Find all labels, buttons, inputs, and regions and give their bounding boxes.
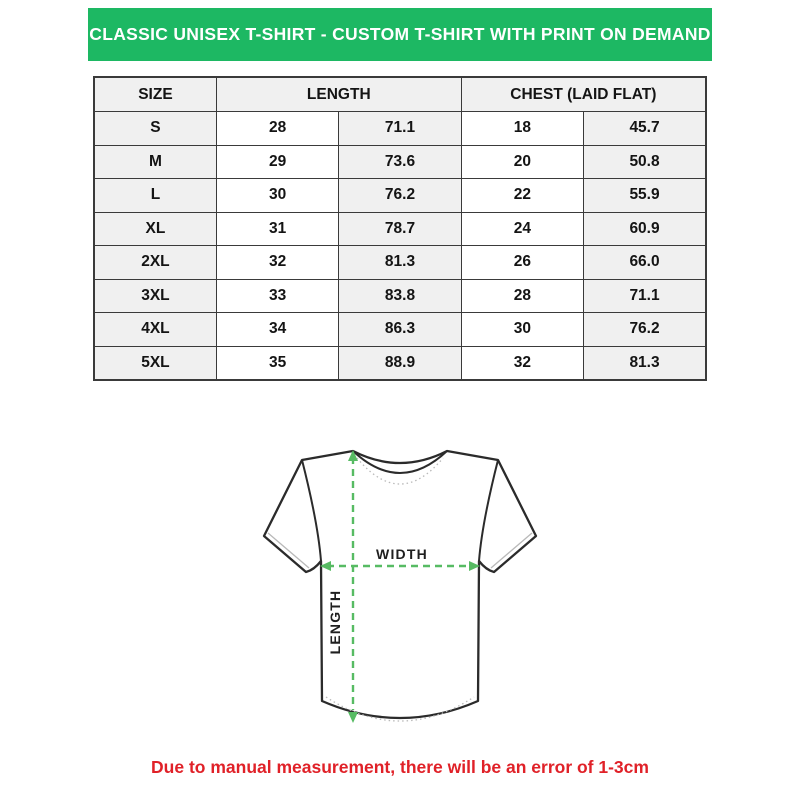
length-cm-cell: 71.1 [339,112,461,146]
length-in-cell: 32 [216,246,338,280]
length-in-cell: 29 [216,145,338,179]
length-in-cell: 33 [216,279,338,313]
size-cell: 3XL [94,279,216,313]
col-header-size: SIZE [94,77,216,112]
col-header-chest: CHEST (LAID FLAT) [461,77,706,112]
chest-cm-cell: 76.2 [584,313,706,347]
chest-cm-cell: 66.0 [584,246,706,280]
chest-cm-cell: 55.9 [584,179,706,213]
chest-in-cell: 24 [461,212,583,246]
length-cm-cell: 78.7 [339,212,461,246]
tshirt-diagram [256,438,544,738]
table-header-row [94,77,706,112]
chest-cm-cell: 60.9 [584,212,706,246]
size-cell: S [94,112,216,146]
length-cm-cell: 76.2 [339,179,461,213]
size-cell: 4XL [94,313,216,347]
length-cm-cell: 88.9 [339,346,461,380]
title-banner [88,8,712,61]
chest-in-cell: 18 [461,112,583,146]
measurement-note: Due to manual measurement, there will be an error of 1-3cm [151,757,649,777]
col-header-length: LENGTH [216,77,461,112]
chest-in-cell: 28 [461,279,583,313]
table-row [94,246,706,280]
table-row [94,145,706,179]
length-in-cell: 30 [216,179,338,213]
length-cm-cell: 73.6 [339,145,461,179]
size-cell: M [94,145,216,179]
size-cell: XL [94,212,216,246]
table-row [94,212,706,246]
length-in-cell: 31 [216,212,338,246]
size-cell: L [94,179,216,213]
size-chart-table [93,76,707,381]
chest-cm-cell: 50.8 [584,145,706,179]
length-in-cell: 34 [216,313,338,347]
arrow-down-icon [348,712,358,723]
size-cell: 5XL [94,346,216,380]
table-row [94,279,706,313]
chest-in-cell: 26 [461,246,583,280]
table-row [94,313,706,347]
chest-cm-cell: 81.3 [584,346,706,380]
length-cm-cell: 81.3 [339,246,461,280]
chest-in-cell: 32 [461,346,583,380]
width-label: WIDTH [376,546,428,562]
chest-in-cell: 20 [461,145,583,179]
length-cm-cell: 86.3 [339,313,461,347]
size-cell: 2XL [94,246,216,280]
page-title: CLASSIC UNISEX T-SHIRT - CUSTOM T-SHIRT WITH PRINT ON DEMAND [89,24,711,44]
table-row [94,346,706,380]
tshirt-outline [264,451,536,718]
table-row [94,179,706,213]
chest-cm-cell: 71.1 [584,279,706,313]
length-label: LENGTH [327,589,343,655]
length-in-cell: 28 [216,112,338,146]
table-row [94,112,706,146]
chest-in-cell: 30 [461,313,583,347]
length-in-cell: 35 [216,346,338,380]
length-cm-cell: 83.8 [339,279,461,313]
chest-in-cell: 22 [461,179,583,213]
chest-cm-cell: 45.7 [584,112,706,146]
